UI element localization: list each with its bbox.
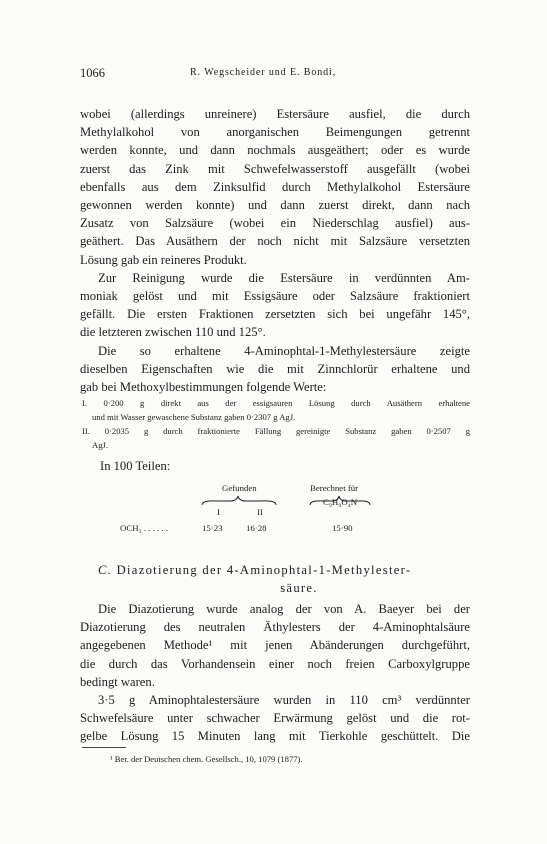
paragraph-1 <box>80 105 470 269</box>
analysis-data <box>82 396 470 452</box>
text-line: Methylalkohol von anorganischen Beimengungen getrennt <box>80 125 470 140</box>
main-text-lower <box>80 600 470 746</box>
table-braces <box>120 483 420 543</box>
paragraph-2 <box>80 269 470 342</box>
main-text-upper <box>80 105 470 396</box>
footnote: ¹ Ber. der Deutschen chem. Gesellsch., 10, 1079 (1877). <box>110 754 303 764</box>
text-line: dieselben Eigenschaften wie die mit Zinnchlorür erhaltene und <box>80 361 470 376</box>
page-number: 1066 <box>80 66 105 80</box>
row-label: OCH₃ . . . . . . <box>120 523 169 533</box>
analysis-line: und mit Wasser gewaschene Substanz gaben 0·2307 g AgJ. <box>92 412 296 422</box>
text-line: gefällt. Die ersten Fraktionen zersetzten sich bei ungefähr 145°, <box>80 307 470 322</box>
paragraph-3 <box>80 342 470 397</box>
analysis-line: AgJ. <box>92 440 108 450</box>
text-line: Die so erhaltene 4-Aminophtal-1-Methylestersäure zeigte <box>98 343 470 358</box>
calc-header: Berechnet für <box>310 483 359 493</box>
text-line: 3·5 g Aminophtalestersäure wurden in 110 cm³ verdünnter <box>98 693 470 708</box>
section-title-line: Diazotierung der 4-Aminophtal-1-Methylester- <box>116 563 412 577</box>
value-calc: 15·90 <box>332 523 353 533</box>
found-header: Gefunden <box>222 483 257 493</box>
text-line: Zur Reinigung wurde die Estersäure in verdünnten Am- <box>98 270 470 285</box>
footnote-rule <box>82 747 126 748</box>
analysis-line: II. 0·2035 g durch fraktionierte Fällung gereinigte Substanz gaben 0·2507 g <box>82 426 470 436</box>
text-line: Diazotierung des neutralen Äthylesters der 4-Aminophtalsäure <box>80 620 470 635</box>
text-line: Lösung gab ein reineres Produkt. <box>80 252 247 267</box>
in-100-parts-label: In 100 Teilen: <box>100 459 171 473</box>
col-II-header: II <box>257 507 263 517</box>
text-line: Schwefelsäure unter schwacher Erwärmung gelöst und die rot- <box>80 711 470 726</box>
text-line: werden konnte, und dann nochmals ausgeäthert; oder es wurde <box>80 143 470 158</box>
section-letter: C. <box>98 563 113 577</box>
col-I-header: I <box>217 507 220 517</box>
value-II: 16·28 <box>246 523 267 533</box>
text-line: die durch das Vorhandensein einer noch freien Carboxylgruppe <box>80 656 470 671</box>
analysis-line: I. 0·200 g direkt aus der essigsauren Lösung durch Ausäthern erhaltene <box>82 398 470 408</box>
page-header <box>80 66 470 82</box>
value-I: 15·23 <box>202 523 223 533</box>
section-heading <box>98 561 470 597</box>
text-line: ebenfalls aus dem Zinksulfid durch Methylalkohol Estersäure <box>80 179 470 194</box>
text-line: Zusatz von Salzsäure (wobei ein Niederschlag ausfiel) aus- <box>80 216 470 231</box>
text-line: bedingt waren. <box>80 674 155 689</box>
paragraph-4 <box>80 600 470 691</box>
text-line: angegebenen Methode¹ mit jenen Abänderungen durchgeführt, <box>80 638 470 653</box>
text-line: wobei (allerdings unreinere) Estersäure ausfiel, die durch <box>80 107 470 121</box>
text-line: gewonnen werden konnte) und dann zuerst direkt, dann nach <box>80 198 470 213</box>
text-line: Die Diazotierung wurde analog der von A. Baeyer bei der <box>98 602 470 616</box>
running-head: R. Wegscheider und E. Bondi, <box>190 67 337 78</box>
text-line: zuerst das Zink mit Schwefelwasserstoff ausgefällt (wobei <box>80 161 470 176</box>
text-line: gelbe Lösung 15 Minuten lang mit Tierkohle geschüttelt. Die <box>80 729 470 744</box>
text-line: moniak gelöst und mit Essigsäure oder Salzsäure fraktioniert <box>80 289 470 304</box>
text-line: die letzteren zwischen 110 und 125°. <box>80 325 266 340</box>
results-table <box>120 483 420 543</box>
section-title-line: säure. <box>280 581 318 595</box>
text-line: gab bei Methoxylbestimmungen folgende Werte: <box>80 380 327 395</box>
text-line: geäthert. Das Ausäthern der noch nicht mit Salzsäure versetzten <box>80 234 470 249</box>
formula: C₉H₉O₄N <box>323 497 358 507</box>
paragraph-5 <box>80 691 470 746</box>
